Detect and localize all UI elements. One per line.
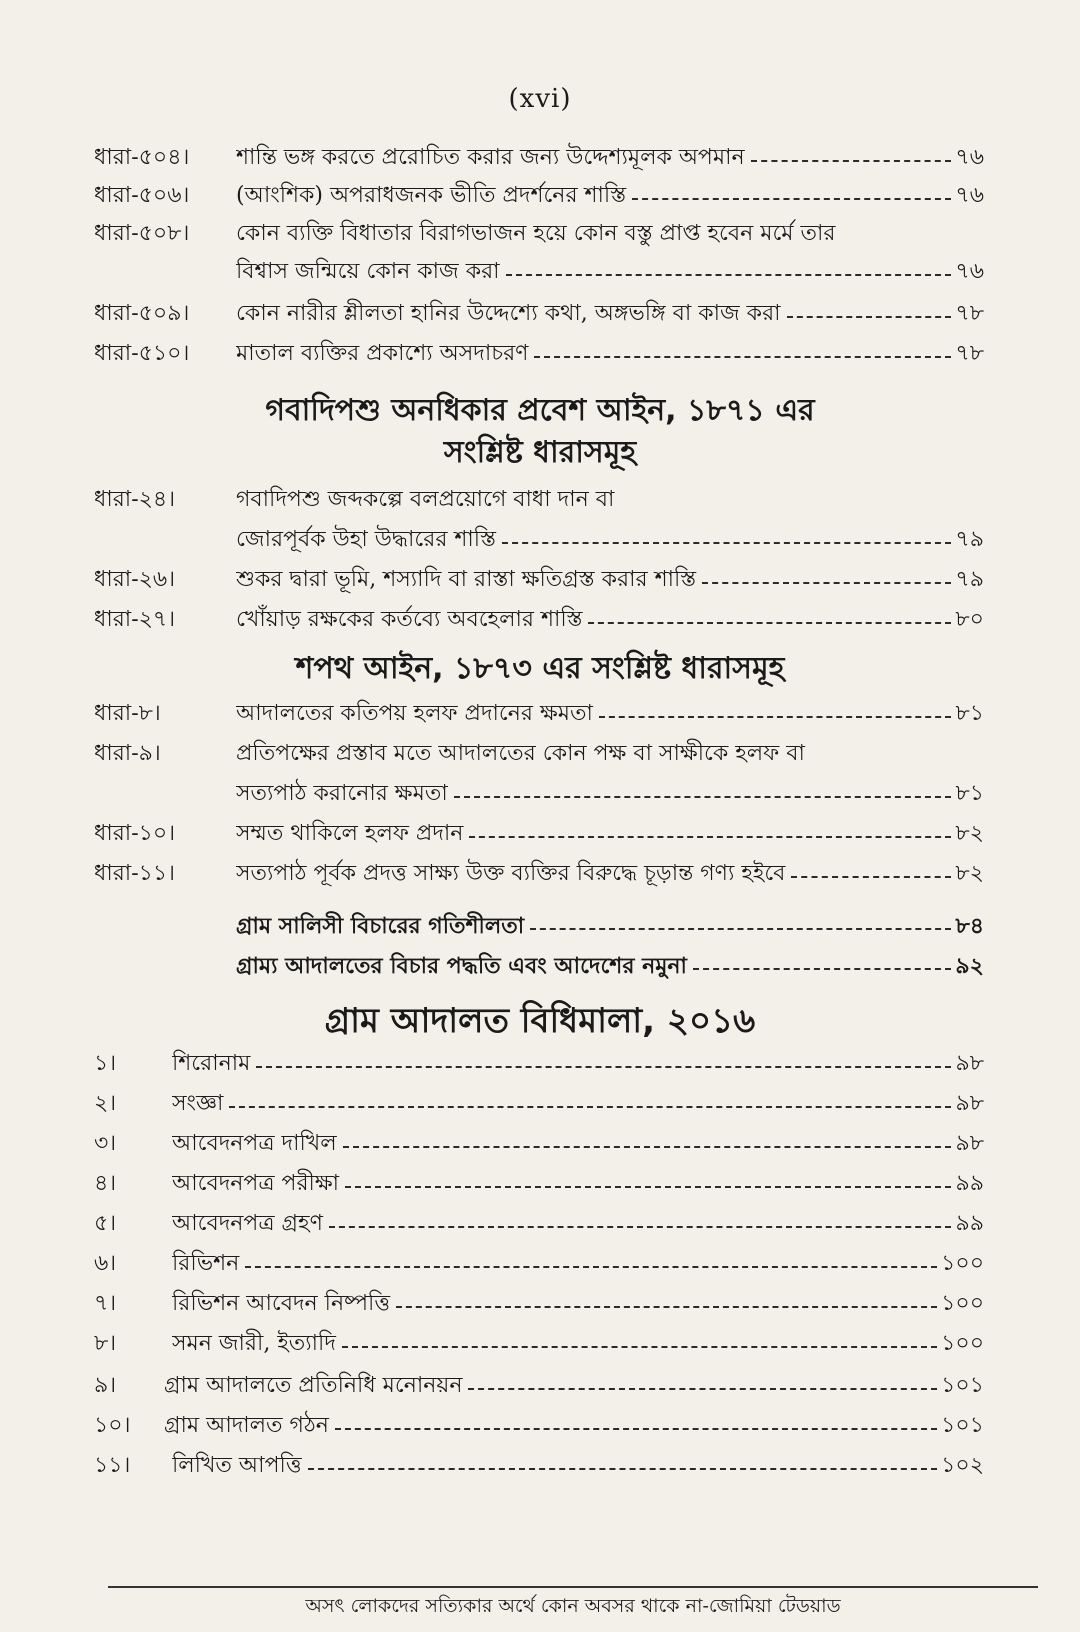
entry-title: গ্রাম্য আদালতের বিচার পদ্ধতি এবং আদেশের নমুনা bbox=[236, 953, 687, 979]
dot-leader bbox=[229, 1106, 951, 1108]
dot-leader bbox=[345, 1186, 951, 1188]
entry-title-continuation: বিশ্বাস জন্মিয়ে কোন কাজ করা bbox=[236, 259, 500, 284]
entry-page: ৭৯ bbox=[955, 567, 984, 592]
dot-leader bbox=[335, 1428, 937, 1430]
entry-title: সমন জারী, ইত্যাদি bbox=[172, 1331, 336, 1356]
entry-page: ৮১ bbox=[955, 781, 984, 806]
entry-title: শান্তি ভঙ্গ করতে প্ররোচিত করার জন্য উদ্দেশ্যমূলক অপমান bbox=[236, 145, 745, 170]
entry-section-id: ধারা-২৭। bbox=[94, 607, 176, 632]
entry-section-id: ধারা-৫০৮। bbox=[94, 221, 190, 246]
entry-page: ৯৮ bbox=[955, 1131, 984, 1156]
dot-leader bbox=[342, 1346, 937, 1348]
entry-title: কোন ব্যক্তি বিধাতার বিরাগভাজন হয়ে কোন বস্তু প্রাপ্ত হবেন মর্মে তার bbox=[236, 221, 836, 246]
toc-entry bbox=[0, 334, 1080, 374]
dot-leader bbox=[693, 968, 951, 970]
entry-page: ৭৮ bbox=[955, 341, 984, 366]
toc-entry bbox=[0, 1324, 1080, 1364]
entry-page: ৯৮ bbox=[955, 1051, 984, 1076]
entry-section-id: ধারা-২৪। bbox=[94, 487, 176, 512]
entry-section-id: ধারা-৫০৬। bbox=[94, 183, 190, 208]
entry-rule-id: ১০। bbox=[94, 1413, 131, 1438]
entry-rule-id: ৬। bbox=[94, 1251, 117, 1276]
entry-rule-id: ৫। bbox=[94, 1211, 117, 1236]
toc-entry bbox=[0, 1244, 1080, 1284]
entry-title: খোঁয়াড় রক্ষকের কর্তব্যে অবহেলার শাস্তি bbox=[236, 607, 583, 632]
toc-entry bbox=[0, 1044, 1080, 1084]
entry-section-id: ধারা-৫১০। bbox=[94, 341, 190, 366]
dot-leader bbox=[787, 316, 952, 318]
entry-section-id: ধারা-৫০৯। bbox=[94, 301, 190, 326]
entry-title: গ্রাম আদালত গঠন bbox=[164, 1413, 329, 1438]
toc-entry bbox=[0, 1284, 1080, 1324]
dot-leader bbox=[343, 1146, 952, 1148]
entry-title: সংজ্ঞা bbox=[172, 1091, 224, 1116]
toc-entry bbox=[0, 1406, 1080, 1446]
toc-entry bbox=[0, 600, 1080, 640]
page-number: (xvi) bbox=[508, 84, 572, 114]
entry-page: ৭৯ bbox=[955, 527, 984, 552]
entry-page: ১০১ bbox=[941, 1413, 984, 1438]
entry-page: ৮০ bbox=[955, 607, 984, 632]
entry-title: সম্মত থাকিলে হলফ প্রদান bbox=[236, 821, 464, 846]
dot-leader bbox=[599, 716, 952, 718]
toc-entry bbox=[0, 1366, 1080, 1406]
toc-entry bbox=[0, 734, 1080, 774]
toc-entry-continuation bbox=[0, 774, 1080, 814]
entry-rule-id: ১১। bbox=[94, 1453, 131, 1478]
entry-title: গ্রাম সালিসী বিচারের গতিশীলতা bbox=[236, 913, 525, 939]
entry-title: আবেদনপত্র গ্রহণ bbox=[172, 1211, 323, 1236]
toc-entry bbox=[0, 480, 1080, 520]
entry-title: শিরোনাম bbox=[172, 1051, 251, 1076]
entry-page: ৯৯ bbox=[955, 1211, 984, 1236]
entry-page: ৭৬ bbox=[955, 145, 984, 170]
dot-leader bbox=[329, 1226, 952, 1228]
dot-leader bbox=[469, 836, 951, 838]
toc-entry bbox=[0, 854, 1080, 894]
dot-leader bbox=[245, 1266, 937, 1268]
dot-leader bbox=[506, 274, 952, 276]
toc-entry bbox=[0, 1084, 1080, 1124]
entry-title: গবাদিপশু জব্দকল্পে বলপ্রয়োগে বাধা দান বা bbox=[236, 487, 615, 512]
toc-entry bbox=[0, 1124, 1080, 1164]
entry-rule-id: ৪। bbox=[94, 1171, 117, 1196]
section-heading: গবাদিপশু অনধিকার প্রবেশ আইন, ১৮৭১ এর bbox=[265, 393, 815, 428]
entry-page: ৮৪ bbox=[955, 913, 984, 939]
entry-page: ১০২ bbox=[941, 1453, 984, 1478]
entry-section-id: ধারা-৯। bbox=[94, 741, 161, 766]
entry-page: ৯৯ bbox=[955, 1171, 984, 1196]
dot-leader bbox=[454, 796, 952, 798]
entry-rule-id: ২। bbox=[94, 1091, 117, 1116]
entry-section-id: ধারা-১১। bbox=[94, 861, 176, 886]
toc-entry bbox=[0, 560, 1080, 600]
entry-page: ৮২ bbox=[955, 821, 984, 846]
entry-rule-id: ১। bbox=[94, 1051, 117, 1076]
toc-entry bbox=[0, 814, 1080, 854]
section-heading: সংশ্লিষ্ট ধারাসমূহ bbox=[443, 435, 637, 470]
dot-leader bbox=[588, 622, 951, 624]
entry-title: রিভিশন আবেদন নিষ্পত্তি bbox=[172, 1291, 391, 1316]
entry-title: (আংশিক) অপরাধজনক ভীতি প্রদর্শনের শাস্তি bbox=[236, 183, 627, 208]
entry-page: ১০০ bbox=[941, 1331, 984, 1356]
entry-page: ৮২ bbox=[955, 861, 984, 886]
entry-page: ৮১ bbox=[955, 701, 984, 726]
entry-page: ৯২ bbox=[955, 953, 984, 979]
toc-entry bbox=[0, 694, 1080, 734]
entry-page: ৭৮ bbox=[955, 301, 984, 326]
dot-leader bbox=[396, 1306, 937, 1308]
entry-rule-id: ৩। bbox=[94, 1131, 117, 1156]
entry-title-continuation: জোরপূর্বক উহা উদ্ধারের শাস্তি bbox=[236, 527, 496, 552]
dot-leader bbox=[534, 356, 951, 358]
toc-entry bbox=[0, 138, 1080, 178]
entry-rule-id: ৯। bbox=[94, 1373, 117, 1398]
entry-title: সত্যপাঠ পূর্বক প্রদত্ত সাক্ষ্য উক্ত ব্যক্তির বিরুদ্ধে চূড়ান্ত গণ্য হইবে bbox=[236, 861, 786, 886]
entry-title: কোন নারীর শ্লীলতা হানির উদ্দেশ্যে কথা, অঙ্গভঙ্গি বা কাজ করা bbox=[236, 301, 781, 326]
dot-leader bbox=[530, 928, 951, 930]
section-heading: শপথ আইন, ১৮৭৩ এর সংশ্লিষ্ট ধারাসমূহ bbox=[295, 651, 785, 686]
entry-title: মাতাল ব্যক্তির প্রকাশ্যে অসদাচরণ bbox=[236, 341, 529, 366]
entry-title: আদালতের কতিপয় হলফ প্রদানের ক্ষমতা bbox=[236, 701, 593, 726]
section-heading: গ্রাম আদালত বিধিমালা, ২০১৬ bbox=[324, 1001, 756, 1041]
toc-entry-continuation bbox=[0, 252, 1080, 292]
dot-leader bbox=[791, 876, 951, 878]
entry-title: শুকর দ্বারা ভূমি, শস্যাদি বা রাস্তা ক্ষতিগ্রস্ত করার শাস্তি bbox=[236, 567, 697, 592]
entry-title: প্রতিপক্ষের প্রস্তাব মতে আদালতের কোন পক্ষ বা সাক্ষীকে হলফ বা bbox=[236, 741, 805, 766]
entry-title: লিখিত আপত্তি bbox=[172, 1453, 302, 1478]
dot-leader bbox=[308, 1468, 938, 1470]
dot-leader bbox=[468, 1388, 937, 1390]
toc-entry bbox=[0, 214, 1080, 254]
dot-leader bbox=[702, 582, 951, 584]
toc-entry bbox=[0, 176, 1080, 216]
footer-divider bbox=[108, 1586, 1038, 1588]
entry-section-id: ধারা-৮। bbox=[94, 701, 161, 726]
entry-rule-id: ৮। bbox=[94, 1331, 117, 1356]
entry-page: ৭৬ bbox=[955, 183, 984, 208]
dot-leader bbox=[751, 160, 952, 162]
toc-entry bbox=[0, 294, 1080, 334]
entry-page: ৯৮ bbox=[955, 1091, 984, 1116]
entry-page: ৭৬ bbox=[955, 259, 984, 284]
toc-entry-continuation bbox=[0, 520, 1080, 560]
entry-page: ১০০ bbox=[941, 1291, 984, 1316]
footer-quote: অসৎ লোকদের সত্যিকার অর্থে কোন অবসর থাকে না-জোমিয়া টেডয়াড bbox=[305, 1595, 841, 1617]
entry-page: ১০১ bbox=[941, 1373, 984, 1398]
entry-section-id: ধারা-১০। bbox=[94, 821, 176, 846]
toc-entry bbox=[0, 946, 1080, 986]
entry-rule-id: ৭। bbox=[94, 1291, 117, 1316]
dot-leader bbox=[632, 198, 951, 200]
entry-page: ১০০ bbox=[941, 1251, 984, 1276]
dot-leader bbox=[256, 1066, 951, 1068]
dot-leader bbox=[502, 542, 951, 544]
entry-title: গ্রাম আদালতে প্রতিনিধি মনোনয়ন bbox=[164, 1373, 463, 1398]
toc-entry bbox=[0, 906, 1080, 946]
entry-section-id: ধারা-২৬। bbox=[94, 567, 176, 592]
entry-title-continuation: সত্যপাঠ করানোর ক্ষমতা bbox=[236, 781, 448, 806]
toc-entry bbox=[0, 1164, 1080, 1204]
toc-entry bbox=[0, 1204, 1080, 1244]
entry-title: রিভিশন bbox=[172, 1251, 240, 1276]
entry-title: আবেদনপত্র পরীক্ষা bbox=[172, 1171, 340, 1196]
toc-entry bbox=[0, 1446, 1080, 1486]
entry-title: আবেদনপত্র দাখিল bbox=[172, 1131, 337, 1156]
entry-section-id: ধারা-৫০৪। bbox=[94, 145, 190, 170]
